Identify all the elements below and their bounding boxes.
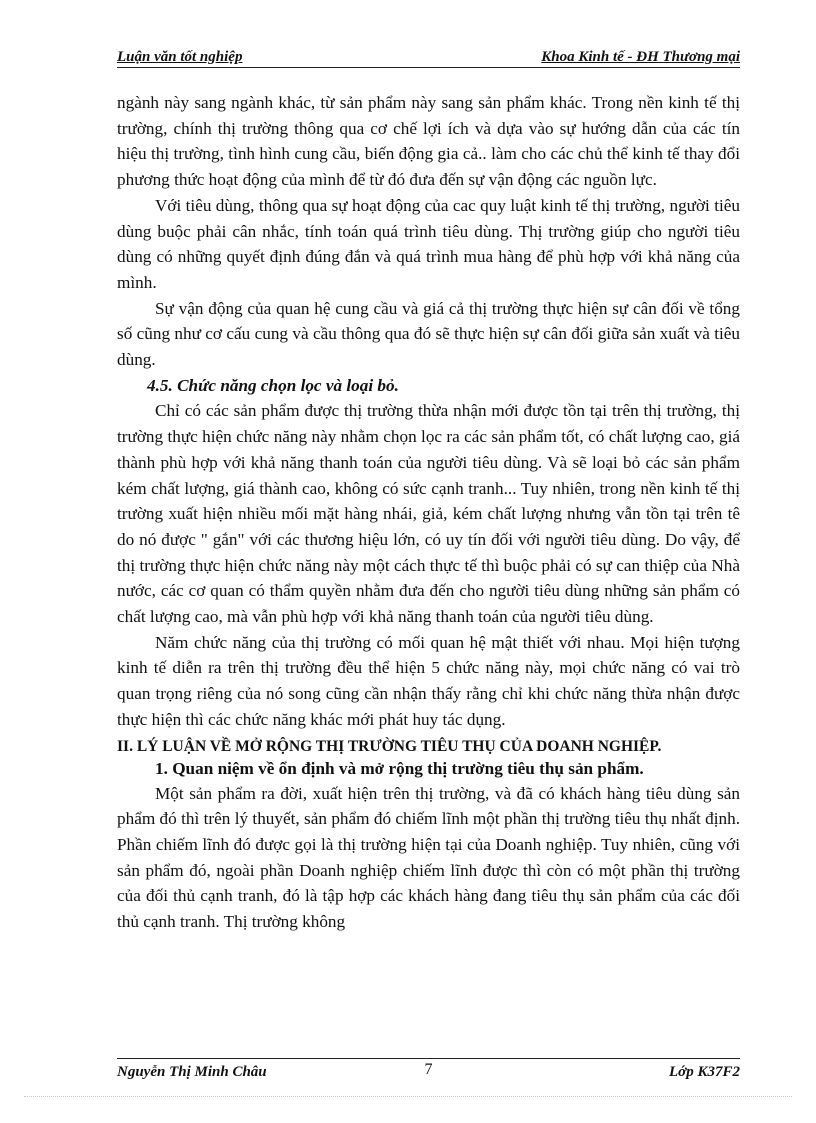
paragraph-consumption: Với tiêu dùng, thông qua sự hoạt động của cac quy luật kinh tế thị trường, người tiêu dùng buộc phải cân nhắc, tính toán quá trình tiêu dùng. Thị trường giúp cho người tiêu dùng có những quyết định đúng đắn và quá trình mua hàng để phù hợp với khả năng của mình.	[117, 195, 740, 292]
page-footer	[117, 1058, 740, 1083]
section-heading-1: 1. Quan niệm về ổn định và mở rộng thị trường tiêu thụ sản phẩm.	[155, 758, 644, 778]
footer-author: Nguyễn Thị Minh Châu	[117, 1064, 267, 1080]
page-header	[117, 47, 740, 68]
section-heading-4-5: 4.5. Chức năng chọn lọc và loại bỏ.	[147, 375, 399, 395]
page-body	[117, 90, 740, 935]
page-bottom-divider	[24, 1096, 792, 1097]
header-faculty-label: Khoa Kinh tế - ĐH Thương mại	[541, 49, 740, 65]
paragraph-market-concept: Một sản phẩm ra đời, xuất hiện trên thị trường, và đã có khách hàng tiêu dùng sản phẩm đó thì trên lý thuyết, sản phẩm đó chiếm lĩnh một phần thị trường tiêu thụ nhất định. Phần chiếm lĩnh đó được gọi là thị trường hiện tại của Doanh nghiệp. Tuy nhiên, cũng với sản phẩm đó, ngoài phần Doanh nghiệp chiếm lĩnh được thì còn có một phần thị trường của đối thủ cạnh tranh, đó là tập hợp các khách hàng đang tiêu thụ sản phẩm của các đối thủ cạnh tranh. Thị trường không	[117, 783, 740, 932]
chapter-heading-II: II. LÝ LUẬN VỀ MỞ RỘNG THỊ TRƯỜNG TIÊU THỤ CỦA DOANH NGHIỆP.	[117, 737, 662, 755]
header-thesis-label: Luận văn tốt nghiệp	[117, 49, 243, 65]
page-number: 7	[424, 1061, 433, 1078]
paragraph-continuation: ngành này sang ngành khác, từ sản phẩm này sang sản phẩm khác. Trong nền kinh tế thị trường, chính thị trường thông qua cơ chế lợi ích và dựa vào sự hướng dẫn của các tín hiệu thị trường, tình hình cung cầu, biến động gia cả.. làm cho các chủ thể kinh tế thay đổi phương thức hoạt động của mình để từ đó đưa đến sự vận động các nguồn lực.	[117, 93, 740, 190]
paragraph-selection-function: Chỉ có các sản phẩm được thị trường thừa nhận mới được tồn tại trên thị trường, thị trường thực hiện chức năng này nhằm chọn lọc ra các sản phẩm tốt, có chất lượng cao, giá thành phù hợp với khả năng thanh toán của người tiêu dùng. Và sẽ loại bỏ các sản phẩm kém chất lượng, giá thành cao, không có sức cạnh tranh... Tuy nhiên, trong nền kinh tế thị trường xuất hiện nhiều mối mặt hàng nhái, giả, kém chất lượng nhưng vẫn tồn tại trên tê do nó được " gắn" với các thương hiệu lớn, có uy tín đối với người tiêu dùng. Do vậy, để thị trường thực hiện chức năng này một cách thực tế thì buộc phải có sự can thiệp của Nhà nước, các cơ quan có thẩm quyền nhằm đưa đến cho người tiêu dùng những sản phẩm có chất lượng cao, mà vẫn phù hợp với khả năng thanh toán của người tiêu dùng.	[117, 401, 740, 627]
paragraph-supply-demand: Sự vận động của quan hệ cung cầu và giá cả thị trường thực hiện sự cân đối về tổng số cũng như cơ cấu cung và cầu thông qua đó sẽ thực hiện sự cân đối giữa sản xuất và tiêu dùng.	[117, 298, 740, 370]
paragraph-five-functions: Năm chức năng của thị trường có mối quan hệ mật thiết với nhau. Mọi hiện tượng kinh tế diễn ra trên thị trường đều thể hiện 5 chức năng này, mọi chức năng có vai trò quan trọng riêng của nó song cũng cần nhận thấy rằng chỉ khi chức năng thừa nhận được thực hiện thì các chức năng khác mới phát huy tác dụng.	[117, 632, 740, 729]
footer-class: Lớp K37F2	[669, 1064, 740, 1080]
